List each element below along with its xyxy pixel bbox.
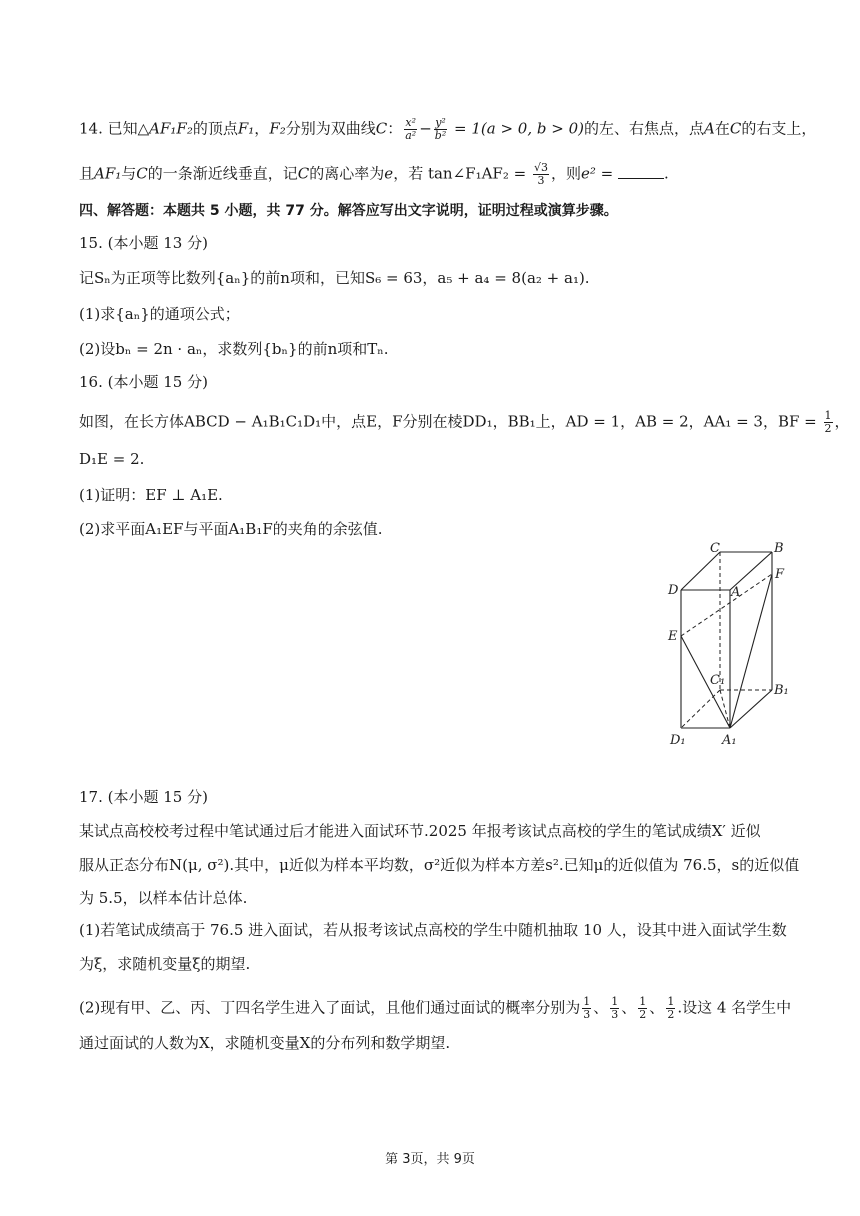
edge-a1b1: [730, 690, 772, 728]
q15-stem: 记Sₙ为正项等比数列{aₙ}的前n项和，已知S₆ = 63，a₅ + a₄ = 8(a₂ + a₁).: [79, 269, 590, 287]
q17-part-2-line-1: [79, 995, 792, 1021]
fraction-denominator: 2: [639, 1008, 647, 1021]
page-number: 第 3页，共 9页: [385, 1152, 475, 1167]
q14-text: 分别为双曲线: [285, 119, 376, 138]
prob-fraction-3: [638, 996, 647, 1021]
q14-text: 的左、右焦点，点: [583, 119, 704, 138]
prob-fraction-4: [666, 996, 675, 1021]
fraction-numerator: y²: [435, 116, 446, 129]
segment-c1a1-hidden: [720, 690, 730, 728]
edge-c1d1-hidden: [681, 690, 720, 728]
fraction-denominator: 2: [667, 1008, 675, 1021]
q14-text: 在: [714, 119, 730, 138]
fraction-denominator: 3: [611, 1008, 619, 1021]
q14-minus: −: [419, 119, 432, 138]
q14-fraction-x: [404, 117, 417, 142]
q14-text: ，则: [550, 164, 581, 183]
q17-part-2-line-2: 通过面试的人数为X，求随机变量X的分布列和数学期望.: [79, 1034, 451, 1052]
fraction-numerator: 1: [667, 995, 675, 1008]
fraction-numerator: 1: [824, 409, 832, 422]
q16-stem-line-1: [79, 409, 850, 435]
q14-fraction-y: [434, 117, 447, 142]
prob-fraction-2: [610, 996, 619, 1021]
q14-math: C: [729, 119, 742, 138]
q15-header: 15. (本小题 13 分): [79, 234, 208, 252]
label-c1: C₁: [710, 673, 726, 688]
q14-text: 与: [121, 164, 137, 183]
segment-ef-hidden: [681, 574, 772, 636]
q14-math: F₁: [237, 119, 255, 138]
q14-text: ，: [254, 119, 270, 138]
q14-text: ：: [387, 119, 403, 138]
fraction-numerator: 1: [639, 995, 647, 1008]
label-b1: B₁: [774, 683, 789, 698]
q14-math: e: [384, 164, 394, 183]
q17-part-1-line-2: 为ξ，求随机变量ξ的期望.: [79, 955, 251, 973]
q14-text: 且: [79, 164, 95, 183]
answer-blank: [618, 164, 664, 179]
fraction-denominator: 3: [537, 174, 545, 187]
q17-text: (2)现有甲、乙、丙、丁四名学生进入了面试，且他们通过面试的概率分别为: [79, 998, 581, 1017]
cuboid-figure: [660, 538, 800, 760]
fraction-numerator: 1: [611, 995, 619, 1008]
label-f: F: [775, 567, 785, 582]
q17-header: 17. (本小题 15 分): [79, 788, 208, 806]
section-heading: 四、解答题：本题共 5 小题，共 77 分。解答应写出文字说明，证明过程或演算步骤。: [79, 203, 618, 219]
q14-text: 的右支上，: [741, 119, 817, 138]
label-e: E: [668, 629, 678, 644]
label-a: A: [731, 585, 741, 600]
q16-header: 16. (本小题 15 分): [79, 373, 208, 391]
q14-math: A: [704, 119, 715, 138]
q17-line-3: 为 5.5，以样本估计总体.: [79, 889, 248, 907]
q17-separator: 、: [621, 998, 637, 1017]
q16-stem-text: 如图，在长方体ABCD − A₁B₁C₁D₁中，点E，F分别在棱DD₁，BB₁上，AD = 1，AB = 2，AA₁ = 3，BF =: [79, 412, 822, 431]
fraction-denominator: a²: [405, 129, 417, 142]
q14-text: 的顶点: [192, 119, 238, 138]
q14-math: C: [136, 164, 148, 183]
q16-part-1: (1)证明：EF ⊥ A₁E.: [79, 486, 223, 504]
q16-fraction-bf: [824, 410, 833, 435]
fraction-denominator: 3: [583, 1008, 591, 1021]
q14-line-1: [79, 116, 817, 142]
q17-text: .设这 4 名学生中: [677, 998, 792, 1017]
q14-text: ，若 tan∠F₁AF₂ =: [393, 164, 531, 183]
label-d1: D₁: [670, 733, 686, 748]
q16-stem-line-2: D₁E = 2.: [79, 450, 145, 468]
fraction-numerator: x²: [405, 116, 417, 129]
q15-part-2: (2)设bₙ = 2n · aₙ，求数列{bₙ}的前n项和Tₙ.: [79, 340, 389, 358]
q14-text: 的一条渐近线垂直，记: [147, 164, 298, 183]
q14-text: 14. 已知△: [79, 119, 150, 138]
q14-math: = 1(a > 0, b > 0): [449, 119, 584, 138]
q14-fraction-sqrt3: [533, 162, 549, 187]
label-b: B: [774, 541, 784, 556]
fraction-numerator: √3: [533, 161, 548, 174]
q17-part-1-line-1: (1)若笔试成绩高于 76.5 进入面试，若从报考该试点高校的学生中随机抽取 10 人，设其中进入面试学生数: [79, 921, 787, 939]
q14-text: 的离心率为: [309, 164, 385, 183]
label-d: D: [668, 583, 679, 598]
fraction-denominator: 2: [824, 422, 832, 435]
fraction-numerator: 1: [583, 995, 591, 1008]
label-c: C: [710, 541, 720, 556]
q14-line-2: [79, 162, 789, 187]
q14-text: .: [663, 164, 669, 183]
q16-part-2: (2)求平面A₁EF与平面A₁B₁F的夹角的余弦值.: [79, 520, 383, 538]
edge-cd: [681, 552, 720, 590]
q14-math: C: [375, 119, 388, 138]
q17-separator: 、: [649, 998, 665, 1017]
q14-math: AF₁F₂: [149, 119, 193, 138]
q15-part-1: (1)求{aₙ}的通项公式；: [79, 305, 240, 323]
q14-math: C: [297, 164, 310, 183]
fraction-denominator: b²: [434, 129, 447, 142]
q16-stem-text: ，: [834, 412, 850, 431]
label-a1: A₁: [722, 733, 737, 748]
q17-line-1: 某试点高校校考过程中笔试通过后才能进入面试环节.2025 年报考该试点高校的学生的笔试成绩X′ 近似: [79, 822, 761, 840]
q14-math: AF₁: [94, 164, 122, 183]
q17-separator: 、: [593, 998, 609, 1017]
q17-line-2: 服从正态分布N(μ, σ²).其中，μ近似为样本平均数，σ²近似为样本方差s².已知μ的近似值为 76.5，s的近似值: [79, 856, 800, 874]
prob-fraction-1: [582, 996, 591, 1021]
q14-math: F₂: [269, 119, 286, 138]
q14-math: e² =: [580, 164, 618, 183]
